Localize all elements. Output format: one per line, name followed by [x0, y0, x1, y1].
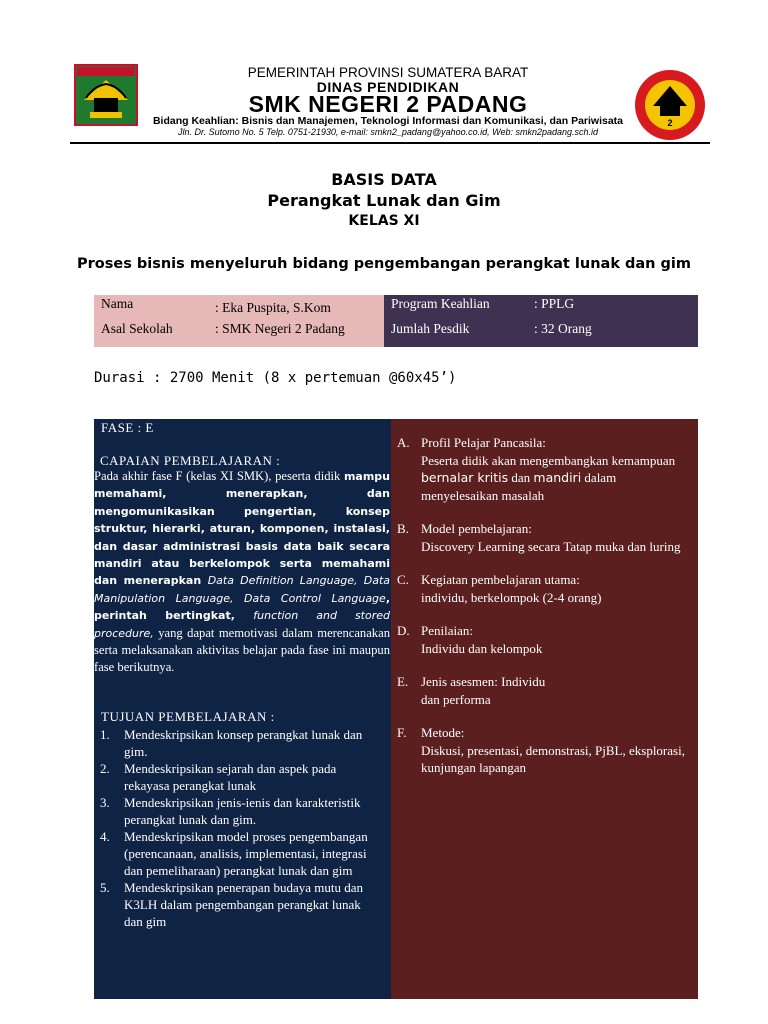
capaian-part: Data Definition Language, Data Manipulation Language, Data Control Language — [94, 574, 391, 605]
list-number: 2. — [100, 761, 110, 776]
item-title: Model pembelajaran: — [421, 521, 532, 536]
list-item — [397, 571, 687, 606]
fase-label: FASE : E — [101, 420, 154, 435]
list-item — [397, 622, 687, 657]
list-item — [397, 673, 687, 708]
list-text: Mendeskripsikan konsep perangkat lunak dan gim. — [124, 727, 363, 759]
learning-outcomes-panel — [94, 419, 391, 999]
list-item — [100, 879, 380, 930]
program-info-block — [384, 295, 698, 347]
item-body-emphasis: mandiri — [533, 470, 582, 485]
capaian-part: yang dapat memotivasi dalam merencanakan serta melaksanakan aktivitas belajar pada fase ini maupun fase berikutnya. — [94, 625, 390, 675]
item-body-emphasis: bernalar kritis — [421, 470, 509, 485]
list-number: 5. — [100, 880, 110, 895]
element-title: Proses bisnis menyeluruh bidang pengembangan perangkat lunak dan gim — [76, 256, 691, 272]
svg-text:2: 2 — [667, 118, 673, 128]
school-logo-icon — [633, 68, 707, 142]
item-body: Individu dan kelompok — [421, 640, 543, 656]
list-letter: B. — [397, 521, 409, 536]
subject-title: BASIS DATA — [331, 170, 437, 189]
letterhead-fields: Bidang Keahlian: Bisnis dan Manajemen, Teknologi Informasi dan Komunikasi, dan Pariwisata — [152, 115, 624, 127]
capaian-part: function and stored procedure, — [94, 609, 390, 640]
item-body-part: dalam menyelesaikan masalah — [421, 470, 617, 503]
list-number: 3. — [100, 795, 110, 810]
item-body — [421, 452, 687, 505]
list-letter: A. — [397, 435, 410, 450]
nama-label: Nama — [101, 296, 134, 311]
program-title: Perangkat Lunak dan Gim — [267, 191, 501, 210]
item-title: Profil Pelajar Pancasila: — [421, 435, 546, 450]
list-item — [100, 760, 380, 794]
capaian-part: , perintah bertingkat, — [94, 591, 390, 623]
list-letter: D. — [397, 623, 410, 638]
learning-components-panel — [391, 419, 698, 999]
teacher-info-block — [94, 295, 384, 347]
list-item — [397, 434, 687, 504]
letterhead-divider — [70, 142, 710, 144]
list-item — [397, 520, 687, 555]
list-item — [100, 794, 380, 828]
item-title: Kegiatan pembelajaran utama: — [421, 572, 580, 587]
class-title: KELAS XI — [348, 213, 420, 229]
capaian-heading: CAPAIAN PEMBELAJARAN : — [100, 453, 281, 468]
list-letter: C. — [397, 572, 409, 587]
program-label: Program Keahlian — [391, 296, 490, 311]
item-title: Penilaian: — [421, 623, 473, 638]
nama-value: : Eka Puspita, S.Kom — [215, 300, 331, 315]
asal-label: Asal Sekolah — [101, 321, 173, 336]
jumlah-label: Jumlah Pesdik — [391, 321, 470, 336]
letterhead-school-name: SMK NEGERI 2 PADANG — [248, 91, 528, 117]
list-text: Mendeskripsikan jenis-ienis dan karakteristik perangkat lunak dan gim. — [124, 795, 361, 827]
duration: Durasi : 2700 Menit (8 x pertemuan @60x45’) — [94, 370, 457, 386]
list-letter: F. — [397, 725, 407, 740]
list-text: Mendeskripsikan sejarah dan aspek pada rekayasa perangkat lunak — [124, 761, 337, 793]
list-text: Mendeskripsikan penerapan budaya mutu dan K3LH dalam pengembangan perangkat lunak dan gim — [124, 880, 363, 929]
list-item — [397, 724, 687, 777]
item-body: individu, berkelompok (2-4 orang) — [421, 589, 602, 605]
item-body: Discovery Learning secara Tatap muka dan luring — [421, 538, 681, 554]
item-title: Metode: — [421, 725, 465, 740]
list-item — [100, 828, 380, 879]
letterhead-address: Jln. Dr. Sutomo No. 5 Telp. 0751-21930, e-mail: smkn2_padang@yahoo.co.id, Web: smkn2padang.sch.id — [177, 127, 599, 137]
sumatera-barat-emblem-icon — [74, 64, 138, 126]
item-body: dan performa — [421, 691, 491, 707]
tujuan-list — [100, 726, 380, 930]
asal-value: : SMK Negeri 2 Padang — [215, 321, 345, 336]
list-number: 1. — [100, 727, 110, 742]
capaian-part: mampu memahami, menerapkan, dan mengomunikasikan pengertian, konsep struktur, hierarki, aturan, komponen, instalasi, dan dasar administrasi basis data baik secara mandiri atau berkelompok serta memahami dan menerapkan — [94, 470, 390, 588]
list-number: 4. — [100, 829, 110, 844]
capaian-part: Pada akhir fase F (kelas XI SMK), peserta didik — [94, 469, 344, 483]
jumlah-value: : 32 Orang — [534, 321, 592, 336]
list-letter: E. — [397, 674, 409, 689]
program-value: : PPLG — [534, 296, 575, 311]
item-body-part: dan — [508, 470, 534, 485]
item-body-part: Peserta didik akan mengembangkan kemampuan — [421, 452, 676, 468]
components-list — [397, 434, 687, 793]
capaian-text — [94, 468, 390, 677]
list-item — [100, 726, 380, 760]
letterhead-government: PEMERINTAH PROVINSI SUMATERA BARAT — [247, 65, 529, 80]
list-text: Mendeskripsikan model proses pengembangan (perencanaan, analisis, implementasi, integrasi dan pemeliharaan) perangkat lunak dan gim — [124, 829, 368, 878]
item-body: Diskusi, presentasi, demonstrasi, PjBL, eksplorasi, kunjungan lapangan — [421, 742, 685, 775]
tujuan-heading: TUJUAN PEMBELAJARAN : — [101, 709, 275, 724]
letterhead-department: DINAS PENDIDIKAN — [316, 79, 460, 95]
letterhead — [70, 60, 710, 142]
item-title: Jenis asesmen: Individu — [421, 674, 546, 689]
